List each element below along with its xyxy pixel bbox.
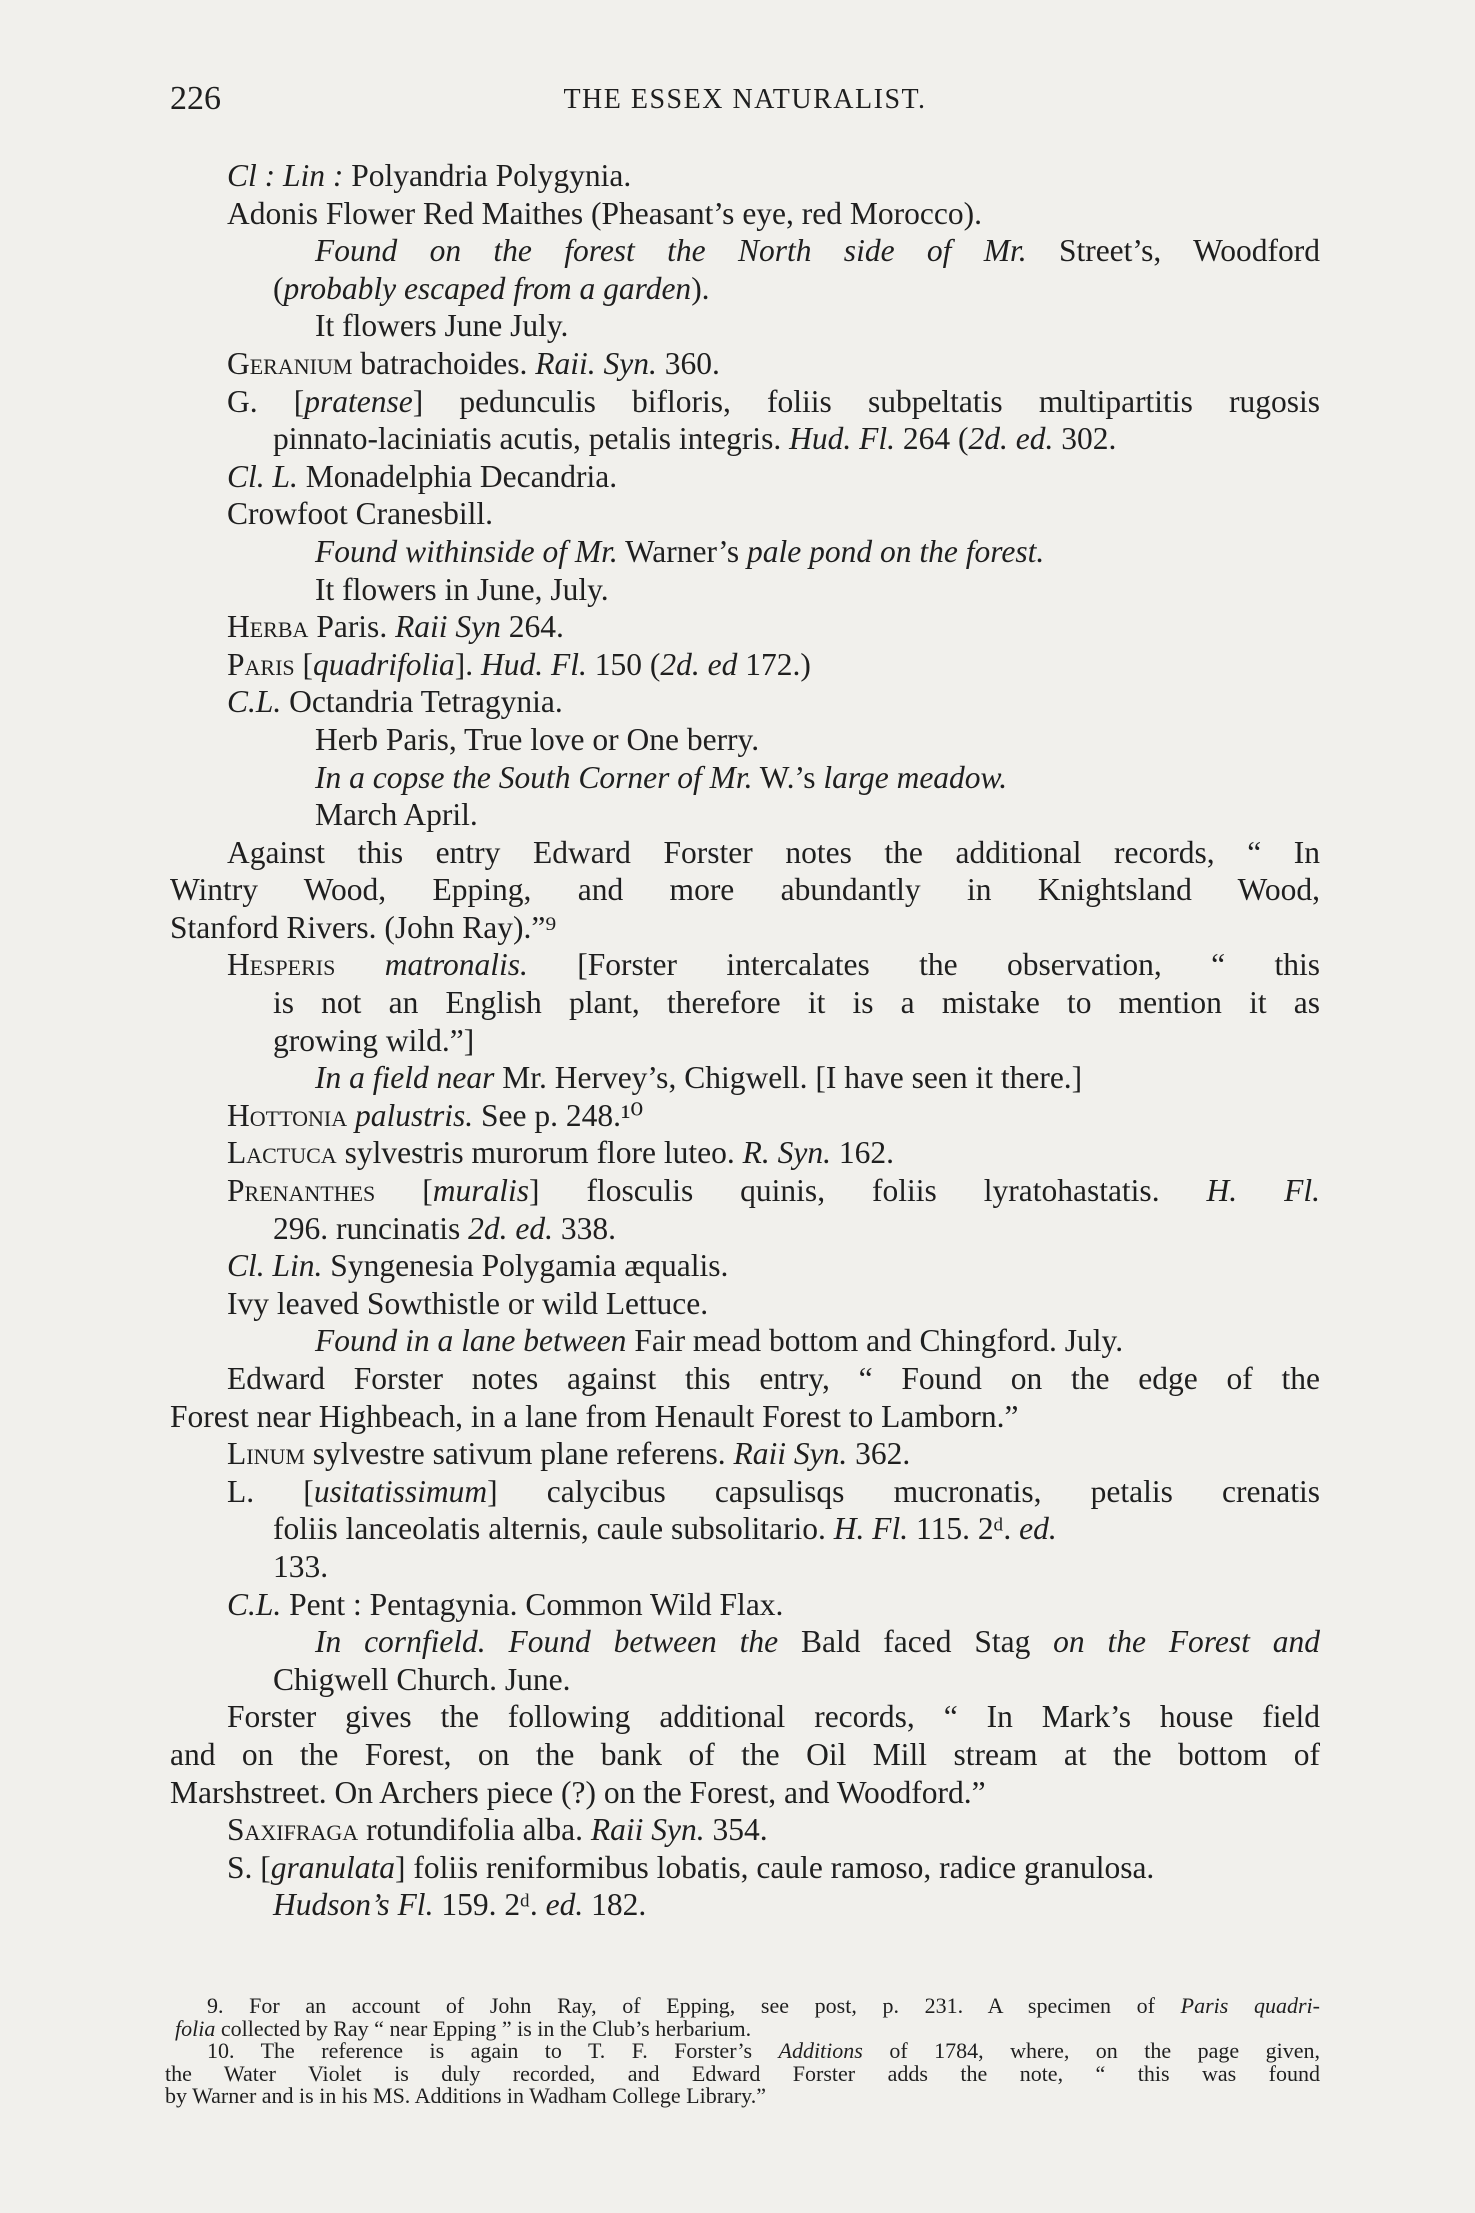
text-line-segment: H. Fl. xyxy=(1206,1173,1320,1209)
text-line-segment: Ivy leaved Sowthistle or wild Lettuce. xyxy=(227,1285,709,1321)
text-line xyxy=(170,1022,1320,1060)
text-line-segment: 2d. ed. xyxy=(968,421,1054,457)
text-line-segment: R. Syn. xyxy=(742,1135,831,1171)
text-line-segment: C.L. xyxy=(227,684,282,720)
text-line-segment: Linum xyxy=(227,1436,305,1472)
text-line-segment: Raii Syn xyxy=(395,609,501,645)
text-line xyxy=(170,1134,1320,1172)
text-line xyxy=(170,1736,1320,1774)
text-line xyxy=(170,1247,1320,1285)
text-line xyxy=(170,984,1320,1022)
text-line-segment: See p. 248.¹⁰ xyxy=(473,1097,644,1133)
text-line-segment: 115. 2ᵈ. xyxy=(908,1511,1020,1547)
text-line xyxy=(170,646,1320,684)
footnote-line-segment: by Warner and is in his MS. Additions in Wadham College Library.” xyxy=(165,2083,766,2108)
text-line-segment: Pent : Pentagynia. Common Wild Flax. xyxy=(281,1586,784,1622)
text-line-segment: ] calycibus capsulisqs mucronatis, petalis crenatis xyxy=(487,1473,1321,1509)
text-line-segment: Marshstreet. On Archers piece (?) on the Forest, and Woodford.” xyxy=(170,1774,986,1810)
text-line-segment: 182. xyxy=(583,1887,647,1923)
text-line xyxy=(170,270,1320,308)
text-line-segment: granulata xyxy=(270,1849,396,1885)
text-line-segment: ed. xyxy=(545,1887,584,1923)
text-line xyxy=(170,1059,1320,1097)
text-line-segment: muralis xyxy=(432,1173,530,1209)
text-line-segment: Street’s, Woodford xyxy=(1026,233,1321,269)
text-line-segment xyxy=(335,947,384,982)
text-line xyxy=(170,1360,1320,1398)
text-line xyxy=(170,157,1320,195)
text-line-segment: Prenanthes xyxy=(227,1173,376,1209)
text-line xyxy=(170,1886,1320,1924)
text-line-segment: [Forster intercalates the observation, “ this xyxy=(527,947,1320,983)
text-line-segment: ( xyxy=(273,270,284,306)
footnote-line-segment: of 1784, where, on the page given, xyxy=(862,2038,1321,2063)
text-line-segment: 360. xyxy=(656,345,720,381)
text-line-segment: Raii. Syn. xyxy=(535,345,657,381)
footnote-line xyxy=(165,2040,1320,2063)
text-line xyxy=(170,1811,1320,1849)
text-line-segment: Mr. Hervey’s, Chigwell. [I have seen it there.] xyxy=(494,1060,1083,1096)
text-line-segment: H. Fl. xyxy=(833,1511,909,1547)
page-header xyxy=(170,80,1320,124)
text-line xyxy=(170,232,1320,270)
text-line-segment: 264 ( xyxy=(895,421,969,457)
text-line xyxy=(170,1285,1320,1323)
text-line-segment: Forster gives the following additional records, “ In Mark’s house field xyxy=(227,1699,1320,1735)
text-line-segment: ] foliis reniformibus lobatis, caule ramoso, radice granulosa. xyxy=(395,1849,1155,1885)
text-line-segment: Bald faced Stag xyxy=(778,1624,1054,1660)
text-line-segment: ] pedunculis bifloris, foliis subpeltatis multipartitis rugosis xyxy=(412,383,1320,419)
text-line xyxy=(170,721,1320,759)
footnote-line xyxy=(165,2060,1320,2086)
text-line xyxy=(170,871,1320,909)
text-line xyxy=(170,909,1320,947)
text-line-segment: Chigwell Church. June. xyxy=(273,1661,571,1697)
text-line xyxy=(170,1623,1320,1661)
text-line-segment: 162. xyxy=(831,1135,894,1171)
text-line-segment: Octandria Tetragynia. xyxy=(281,684,563,720)
text-line xyxy=(170,1849,1320,1887)
text-line xyxy=(170,495,1320,533)
text-line-segment: Found on the forest the North side of Mr. xyxy=(315,233,1027,269)
text-line-segment: Forest near Highbeach, in a lane from Henault Forest to Lamborn.” xyxy=(170,1398,1019,1434)
text-line-segment: Found withinside of Mr. xyxy=(315,533,618,569)
footnote-line-segment: collected by Ray “ near Epping ” is in the Club’s herbarium. xyxy=(215,2015,752,2041)
text-line-segment: In cornfield. Found between the xyxy=(315,1624,779,1660)
text-line-segment: ed. xyxy=(1019,1511,1057,1547)
text-line-segment: growing wild.”] xyxy=(273,1022,475,1058)
running-title: THE ESSEX NATURALIST. xyxy=(563,84,927,115)
text-line xyxy=(170,533,1320,571)
text-line xyxy=(170,1172,1320,1210)
text-line-segment: S. [ xyxy=(227,1849,271,1885)
text-line-segment: 159. 2ᵈ. xyxy=(433,1887,546,1923)
text-line xyxy=(170,307,1320,345)
text-line-segment: Cl : Lin : xyxy=(227,158,344,193)
text-line xyxy=(170,1774,1320,1812)
footnote-line-segment: 9. For an account of John Ray, of Epping, see post, p. 231. A specimen of xyxy=(207,1993,1181,2018)
text-line-segment: 354. xyxy=(704,1812,768,1848)
text-line-segment: 150 ( xyxy=(586,646,661,682)
text-line-segment: is not an English plant, therefore it is a mistake to mention it as xyxy=(273,985,1320,1021)
text-line-segment: rotundifolia alba. xyxy=(358,1812,591,1848)
text-line-segment: matronalis. xyxy=(384,947,528,983)
text-line-segment xyxy=(347,1098,355,1133)
text-line xyxy=(170,1435,1320,1473)
text-line-segment: pinnato-laciniatis acutis, petalis integris. xyxy=(273,421,790,457)
text-line xyxy=(170,608,1320,646)
footnote-line-segment: Additions xyxy=(778,2038,863,2063)
text-line xyxy=(170,796,1320,834)
text-line-segment: Raii Syn. xyxy=(733,1436,848,1472)
text-line-segment: ]. xyxy=(454,646,482,682)
text-line-segment: Cl. L. xyxy=(227,458,298,494)
text-line xyxy=(170,1510,1320,1548)
text-line-segment: Against this entry Edward Forster notes the additional records, “ In xyxy=(227,834,1320,870)
text-line xyxy=(170,1398,1320,1436)
text-line-segment: Geranium xyxy=(227,345,353,381)
text-line-segment: Fair mead bottom and Chingford. July. xyxy=(626,1323,1124,1359)
text-line-segment: G. [ xyxy=(227,383,305,419)
text-line-segment: quadrifolia xyxy=(313,646,455,682)
text-line-segment: ] flosculis quinis, foliis lyratohastatis. xyxy=(529,1173,1207,1209)
page-number: 226 xyxy=(170,80,221,117)
text-line-segment: Paris. xyxy=(308,609,396,645)
text-line-segment: Warner’s xyxy=(617,533,748,569)
text-line-segment: foliis lanceolatis alternis, caule subsolitario. xyxy=(273,1511,834,1547)
text-line xyxy=(170,683,1320,721)
text-line-segment: Cl. Lin. xyxy=(227,1248,323,1284)
text-line-segment: [ xyxy=(375,1173,433,1209)
footnote-line xyxy=(165,2085,1320,2108)
text-line-segment: Stanford Rivers. (John Ray).”⁹ xyxy=(170,909,557,945)
text-line-segment: Hud. Fl. xyxy=(481,646,587,682)
text-line-segment: Edward Forster notes against this entry, “ Found on the edge of the xyxy=(227,1361,1320,1396)
text-line-segment: sylvestris murorum flore luteo. xyxy=(336,1135,743,1171)
footnote-line-segment: the Water Violet is duly recorded, and Edward Forster adds the note, “ this was found xyxy=(165,2060,1320,2086)
text-line-segment: Paris xyxy=(227,646,295,682)
footnote-line xyxy=(165,2015,1320,2041)
text-line xyxy=(170,1322,1320,1360)
text-line-segment: probably escaped from a garden xyxy=(283,270,692,306)
text-line-segment: Hud. Fl. xyxy=(789,421,895,457)
text-line-segment: 264. xyxy=(500,609,564,645)
text-line xyxy=(170,571,1320,609)
text-line-segment: palustris. xyxy=(354,1097,474,1133)
text-line-segment: 302. xyxy=(1053,421,1117,457)
text-line-segment: Herba xyxy=(227,609,309,645)
text-line-segment: 362. xyxy=(847,1436,911,1472)
text-line xyxy=(170,1661,1320,1699)
text-line xyxy=(170,946,1320,984)
text-line xyxy=(170,1698,1320,1736)
footnote-line-segment: 10. The reference is again to T. F. Forster’s xyxy=(207,2038,779,2063)
text-line-segment: W.’s xyxy=(752,759,824,795)
text-line-segment: pratense xyxy=(304,383,413,419)
text-line-segment: 133. xyxy=(273,1548,329,1584)
text-line xyxy=(170,1548,1320,1586)
text-line-segment: Polyandria Polygynia. xyxy=(343,158,632,193)
text-line xyxy=(170,195,1320,233)
text-line-segment: on the Forest and xyxy=(1053,1624,1320,1660)
text-line xyxy=(170,383,1320,421)
text-line-segment: Hesperis xyxy=(227,947,336,983)
text-line xyxy=(170,759,1320,797)
text-line-segment: and on the Forest, on the bank of the Oil Mill stream at the bottom of xyxy=(170,1736,1320,1772)
text-line-segment: Herb Paris, True love or One berry. xyxy=(315,721,760,757)
text-line-segment: Wintry Wood, Epping, and more abundantly in Knightsland Wood, xyxy=(170,872,1320,908)
text-line-segment: ). xyxy=(691,270,710,306)
text-line-segment: 2d. ed. xyxy=(468,1210,553,1246)
text-line-segment: Adonis Flower Red Maithes (Pheasant’s eye, red Morocco). xyxy=(227,195,982,231)
text-line-segment: In a field near xyxy=(315,1060,495,1096)
text-line xyxy=(170,458,1320,496)
text-line-segment: pale pond on the forest. xyxy=(747,533,1045,569)
text-line-segment: Saxifraga xyxy=(227,1812,359,1848)
text-line-segment: Crowfoot Cranesbill. xyxy=(227,496,493,532)
text-line-segment: 296. runcinatis xyxy=(273,1210,469,1246)
text-line-segment: It flowers June July. xyxy=(315,308,569,344)
text-line-segment: 338. xyxy=(552,1210,616,1246)
text-line-segment: In a copse the South Corner of Mr. xyxy=(315,759,753,795)
text-line-segment: 172.) xyxy=(737,646,811,682)
text-line-segment: 2d. ed xyxy=(660,646,738,682)
text-line-segment: It flowers in June, July. xyxy=(315,571,609,607)
text-line-segment: [ xyxy=(294,646,314,682)
text-line-segment: Lactuca xyxy=(227,1135,337,1171)
footnote-line-segment: folia xyxy=(175,2015,216,2041)
text-line xyxy=(170,1473,1320,1511)
text-line-segment: Hottonia xyxy=(227,1097,348,1133)
text-line-segment: March April. xyxy=(315,797,478,833)
text-line-segment: sylvestre sativum plane referens. xyxy=(304,1436,734,1472)
text-line-segment: Syngenesia Polygamia æqualis. xyxy=(322,1248,729,1284)
text-line xyxy=(170,1097,1320,1135)
body-text xyxy=(170,157,1320,1924)
text-line-segment: Raii Syn. xyxy=(590,1812,705,1848)
text-line xyxy=(170,1586,1320,1624)
text-line-segment: usitatissimum xyxy=(313,1473,488,1509)
footnotes xyxy=(165,1995,1320,2108)
text-line xyxy=(170,834,1320,872)
footnote-line-segment: Paris quadri- xyxy=(1180,1993,1320,2018)
text-line-segment: Monadelphia Decandria. xyxy=(297,458,618,494)
text-line-segment: large meadow. xyxy=(823,759,1008,795)
text-line xyxy=(170,420,1320,458)
text-line-segment: Hudson’s Fl. xyxy=(273,1887,434,1923)
text-line-segment: batrachoides. xyxy=(352,345,536,381)
footnote-line xyxy=(165,1995,1320,2018)
text-line xyxy=(170,1210,1320,1248)
text-line xyxy=(170,345,1320,383)
text-line-segment: Found in a lane between xyxy=(315,1323,627,1359)
text-line-segment: L. [ xyxy=(227,1473,314,1509)
text-line-segment: C.L. xyxy=(227,1586,282,1622)
